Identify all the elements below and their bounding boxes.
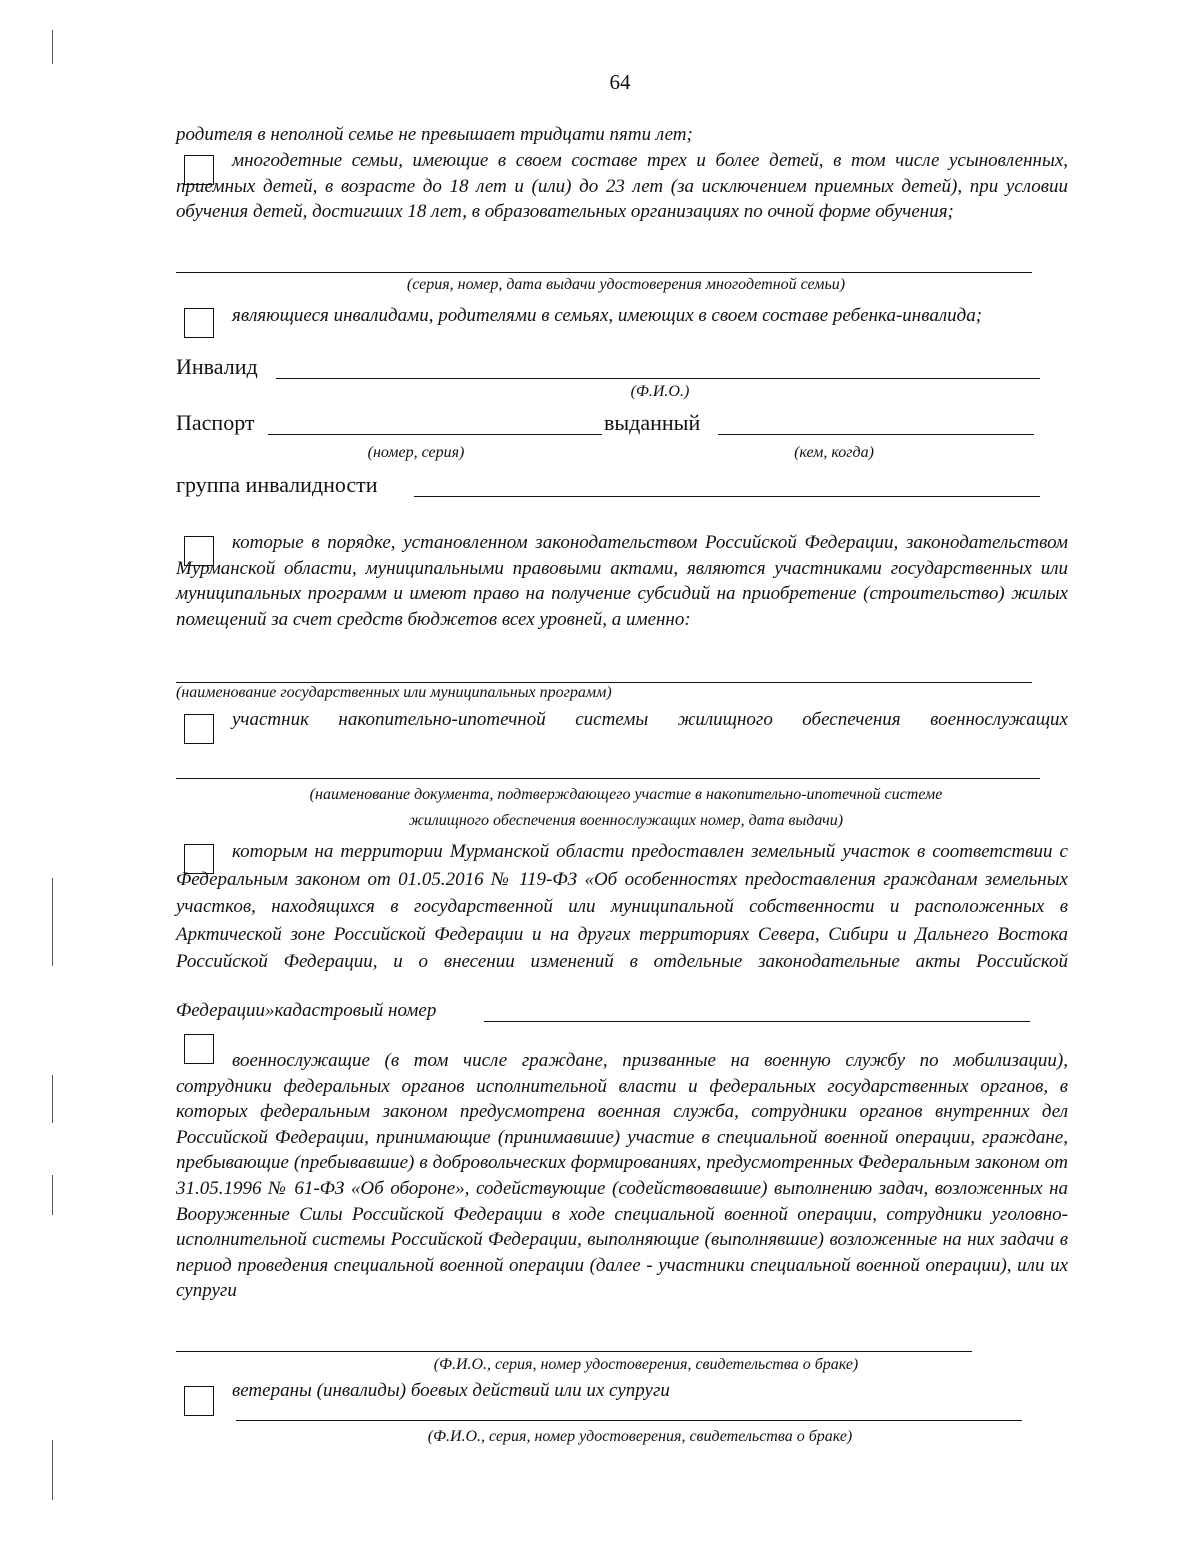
field-line-disability-group[interactable] [414, 496, 1040, 497]
field-line-programs[interactable] [176, 682, 1032, 683]
caption-who-when: (кем, когда) [794, 444, 874, 461]
caption-svo: (Ф.И.О., серия, номер удостоверения, свидетельства о браке) [433, 1356, 859, 1373]
margin-mark [52, 1075, 53, 1123]
item-svo: военнослужащие (в том числе граждане, призванные на военную службу по мобилизации), сотрудники федеральных органов исполнительной власти и федеральных государственных органов, в которых федеральным законом предусмотрена военная служба, сотрудники органов внутренних дел Российской Федерации, принимающие (принимавшие) участие в специальной военной операции, граждане, пребывающие (пребывавшие) в добровольческих формированиях, предусмотренных Федеральным законом от 31.05.1996 № 61-ФЗ «Об обороне», содействующие (содействовавшие) выполнению задач, возложенных на Вооруженные Силы Российской Федерации в ходе специальной военной операции, сотрудники уголовно-исполнительной системы Российской Федерации, выполняющие (выполнявшие) возложенные на них задачи в период проведения специальной военной операции (далее - участники специальной военной операции), или их супруги [176, 1050, 1068, 1302]
margin-mark [52, 878, 53, 966]
label-invalid: Инвалид [176, 354, 258, 379]
caption-large-family: (серия, номер, дата выдачи удостоверения многодетной семьи) [406, 276, 846, 293]
item-large-family: многодетные семьи, имеющие в своем составе трех и более детей, в том числе усыновленных, приемных детей, в возрасте до 18 лет и (или) до 23 лет (за исключением приемных детей), при условии обучения детей, достигших 18 лет, в образовательных организациях по очной форме обучения; [176, 150, 1068, 223]
label-passport: Паспорт [176, 410, 255, 435]
caption-veterans: (Ф.И.О., серия, номер удостоверения, свидетельства о браке) [427, 1428, 853, 1445]
margin-mark [52, 30, 53, 64]
field-line-passport[interactable] [268, 434, 602, 435]
caption-number-series: (номер, серия) [367, 444, 465, 461]
field-line-cadastral[interactable] [484, 1021, 1030, 1022]
margin-mark [52, 1175, 53, 1215]
field-line-military-mortgage[interactable] [176, 778, 1040, 779]
field-line-svo[interactable] [176, 1351, 972, 1352]
field-line-veterans[interactable] [236, 1420, 1022, 1421]
page-number: 64 [609, 70, 631, 94]
field-line-invalid[interactable] [276, 378, 1040, 379]
item-veterans: ветераны (инвалиды) боевых действий или их супруги [232, 1380, 670, 1401]
text-continuation: родителя в неполной семье не превышает тридцати пяти лет; [176, 124, 693, 145]
label-issued: выданный [604, 410, 701, 435]
field-line-issued[interactable] [718, 434, 1034, 435]
caption-programs: (наименование государственных или муниципальных программ) [176, 684, 612, 701]
checkbox-veterans[interactable] [184, 1386, 214, 1416]
item-land-last-line: Федерации»кадастровый номер [176, 1000, 437, 1021]
caption-fio: (Ф.И.О.) [630, 383, 690, 400]
caption-military-mortgage-1: (наименование документа, подтверждающего участие в накопительно-ипотечной системе [309, 786, 943, 803]
label-disability-group: группа инвалидности [176, 472, 378, 497]
item-military-mortgage: участник накопительно-ипотечной системы жилищного обеспечения военнослужащих [232, 709, 1068, 730]
margin-mark [52, 1440, 53, 1500]
item-disabled: являющиеся инвалидами, родителями в семьях, имеющих в своем составе ребенка-инвалида; [232, 305, 983, 326]
item-programs: которые в порядке, установленном законодательством Российской Федерации, законодательством Мурманской области, муниципальными правовыми актами, являются участниками государственных или муниципальных программ и имеют право на получение субсидий на приобретение (строительство) жилых помещений за счет средств бюджетов всех уровней, а именно: [176, 532, 1068, 630]
field-line-large-family[interactable] [176, 272, 1032, 273]
item-land: которым на территории Мурманской области предоставлен земельный участок в соответствии с Федеральным законом от 01.05.2016 № 119-ФЗ «Об особенностях предоставления гражданам земельных участков, находящихся в государственной или муниципальной собственности и расположенных в Арктической зоне Российской Федерации и на других территориях Севера, Сибири и Дальнего Востока Российской Федерации, и о внесении изменений в отдельные законодательные акты Российской [176, 841, 1068, 973]
caption-military-mortgage-2: жилищного обеспечения военнослужащих номер, дата выдачи) [408, 812, 844, 829]
